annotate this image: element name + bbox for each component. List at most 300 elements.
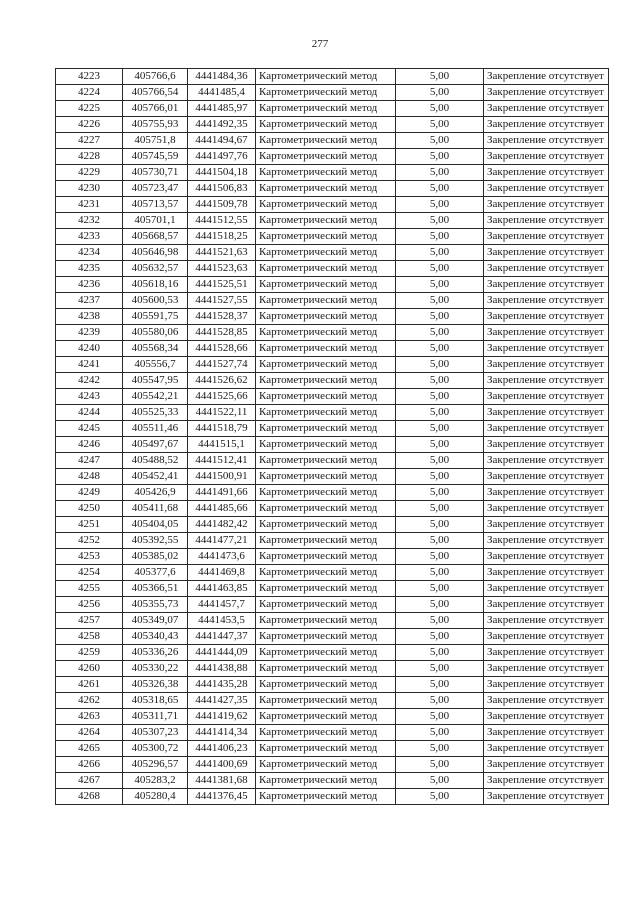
table-row bbox=[56, 117, 609, 133]
y-coordinate-cell: 4441515,1 bbox=[188, 437, 256, 453]
y-coordinate-cell: 4441528,37 bbox=[188, 309, 256, 325]
fixing-cell: Закрепление отсутствует bbox=[484, 421, 609, 437]
fixing-cell: Закрепление отсутствует bbox=[484, 341, 609, 357]
accuracy-cell: 5,00 bbox=[396, 101, 484, 117]
accuracy-cell: 5,00 bbox=[396, 261, 484, 277]
accuracy-cell: 5,00 bbox=[396, 629, 484, 645]
point-number-cell: 4229 bbox=[56, 165, 123, 181]
accuracy-cell: 5,00 bbox=[396, 677, 484, 693]
accuracy-cell: 5,00 bbox=[396, 373, 484, 389]
method-cell: Картометрический метод bbox=[256, 165, 396, 181]
y-coordinate-cell: 4441528,85 bbox=[188, 325, 256, 341]
method-cell: Картометрический метод bbox=[256, 677, 396, 693]
fixing-cell: Закрепление отсутствует bbox=[484, 757, 609, 773]
fixing-cell: Закрепление отсутствует bbox=[484, 373, 609, 389]
y-coordinate-cell: 4441457,7 bbox=[188, 597, 256, 613]
y-coordinate-cell: 4441485,97 bbox=[188, 101, 256, 117]
point-number-cell: 4241 bbox=[56, 357, 123, 373]
x-coordinate-cell: 405668,57 bbox=[123, 229, 188, 245]
table-row bbox=[56, 277, 609, 293]
accuracy-cell: 5,00 bbox=[396, 325, 484, 341]
method-cell: Картометрический метод bbox=[256, 629, 396, 645]
table-row bbox=[56, 181, 609, 197]
fixing-cell: Закрепление отсутствует bbox=[484, 469, 609, 485]
table-row bbox=[56, 293, 609, 309]
accuracy-cell: 5,00 bbox=[396, 117, 484, 133]
point-number-cell: 4263 bbox=[56, 709, 123, 725]
table-row bbox=[56, 85, 609, 101]
table-row bbox=[56, 341, 609, 357]
table-row bbox=[56, 149, 609, 165]
table-row bbox=[56, 533, 609, 549]
table-row bbox=[56, 357, 609, 373]
point-number-cell: 4243 bbox=[56, 389, 123, 405]
fixing-cell: Закрепление отсутствует bbox=[484, 325, 609, 341]
table-row bbox=[56, 661, 609, 677]
x-coordinate-cell: 405488,52 bbox=[123, 453, 188, 469]
method-cell: Картометрический метод bbox=[256, 261, 396, 277]
x-coordinate-cell: 405411,68 bbox=[123, 501, 188, 517]
method-cell: Картометрический метод bbox=[256, 373, 396, 389]
x-coordinate-cell: 405326,38 bbox=[123, 677, 188, 693]
y-coordinate-cell: 4441527,55 bbox=[188, 293, 256, 309]
table-row bbox=[56, 245, 609, 261]
point-number-cell: 4258 bbox=[56, 629, 123, 645]
method-cell: Картометрический метод bbox=[256, 693, 396, 709]
point-number-cell: 4268 bbox=[56, 789, 123, 805]
table-row bbox=[56, 101, 609, 117]
x-coordinate-cell: 405426,9 bbox=[123, 485, 188, 501]
method-cell: Картометрический метод bbox=[256, 341, 396, 357]
x-coordinate-cell: 405730,71 bbox=[123, 165, 188, 181]
table-row bbox=[56, 133, 609, 149]
y-coordinate-cell: 4441444,09 bbox=[188, 645, 256, 661]
x-coordinate-cell: 405283,2 bbox=[123, 773, 188, 789]
x-coordinate-cell: 405392,55 bbox=[123, 533, 188, 549]
coordinates-table-body bbox=[56, 69, 609, 805]
method-cell: Картометрический метод bbox=[256, 389, 396, 405]
table-row bbox=[56, 597, 609, 613]
y-coordinate-cell: 4441484,36 bbox=[188, 69, 256, 85]
y-coordinate-cell: 4441494,67 bbox=[188, 133, 256, 149]
table-row bbox=[56, 741, 609, 757]
y-coordinate-cell: 4441435,28 bbox=[188, 677, 256, 693]
point-number-cell: 4233 bbox=[56, 229, 123, 245]
y-coordinate-cell: 4441463,85 bbox=[188, 581, 256, 597]
accuracy-cell: 5,00 bbox=[396, 693, 484, 709]
method-cell: Картометрический метод bbox=[256, 117, 396, 133]
table-row bbox=[56, 197, 609, 213]
y-coordinate-cell: 4441527,74 bbox=[188, 357, 256, 373]
accuracy-cell: 5,00 bbox=[396, 421, 484, 437]
table-row bbox=[56, 213, 609, 229]
table-row bbox=[56, 437, 609, 453]
method-cell: Картометрический метод bbox=[256, 437, 396, 453]
y-coordinate-cell: 4441504,18 bbox=[188, 165, 256, 181]
x-coordinate-cell: 405701,1 bbox=[123, 213, 188, 229]
table-row bbox=[56, 677, 609, 693]
fixing-cell: Закрепление отсутствует bbox=[484, 597, 609, 613]
y-coordinate-cell: 4441523,63 bbox=[188, 261, 256, 277]
fixing-cell: Закрепление отсутствует bbox=[484, 741, 609, 757]
accuracy-cell: 5,00 bbox=[396, 517, 484, 533]
point-number-cell: 4260 bbox=[56, 661, 123, 677]
fixing-cell: Закрепление отсутствует bbox=[484, 517, 609, 533]
accuracy-cell: 5,00 bbox=[396, 709, 484, 725]
table-row bbox=[56, 725, 609, 741]
point-number-cell: 4262 bbox=[56, 693, 123, 709]
x-coordinate-cell: 405366,51 bbox=[123, 581, 188, 597]
fixing-cell: Закрепление отсутствует bbox=[484, 165, 609, 181]
y-coordinate-cell: 4441414,34 bbox=[188, 725, 256, 741]
y-coordinate-cell: 4441473,6 bbox=[188, 549, 256, 565]
x-coordinate-cell: 405542,21 bbox=[123, 389, 188, 405]
fixing-cell: Закрепление отсутствует bbox=[484, 213, 609, 229]
accuracy-cell: 5,00 bbox=[396, 773, 484, 789]
point-number-cell: 4254 bbox=[56, 565, 123, 581]
point-number-cell: 4255 bbox=[56, 581, 123, 597]
table-row bbox=[56, 517, 609, 533]
accuracy-cell: 5,00 bbox=[396, 645, 484, 661]
y-coordinate-cell: 4441500,91 bbox=[188, 469, 256, 485]
accuracy-cell: 5,00 bbox=[396, 581, 484, 597]
fixing-cell: Закрепление отсутствует bbox=[484, 693, 609, 709]
y-coordinate-cell: 4441512,41 bbox=[188, 453, 256, 469]
y-coordinate-cell: 4441406,23 bbox=[188, 741, 256, 757]
accuracy-cell: 5,00 bbox=[396, 85, 484, 101]
y-coordinate-cell: 4441526,62 bbox=[188, 373, 256, 389]
x-coordinate-cell: 405336,26 bbox=[123, 645, 188, 661]
x-coordinate-cell: 405632,57 bbox=[123, 261, 188, 277]
point-number-cell: 4236 bbox=[56, 277, 123, 293]
method-cell: Картометрический метод bbox=[256, 293, 396, 309]
point-number-cell: 4251 bbox=[56, 517, 123, 533]
x-coordinate-cell: 405511,46 bbox=[123, 421, 188, 437]
y-coordinate-cell: 4441518,25 bbox=[188, 229, 256, 245]
y-coordinate-cell: 4441522,11 bbox=[188, 405, 256, 421]
y-coordinate-cell: 4441506,83 bbox=[188, 181, 256, 197]
point-number-cell: 4234 bbox=[56, 245, 123, 261]
table-row bbox=[56, 565, 609, 581]
x-coordinate-cell: 405377,6 bbox=[123, 565, 188, 581]
method-cell: Картометрический метод bbox=[256, 549, 396, 565]
table-row bbox=[56, 165, 609, 181]
x-coordinate-cell: 405349,07 bbox=[123, 613, 188, 629]
point-number-cell: 4235 bbox=[56, 261, 123, 277]
method-cell: Картометрический метод bbox=[256, 517, 396, 533]
accuracy-cell: 5,00 bbox=[396, 549, 484, 565]
fixing-cell: Закрепление отсутствует bbox=[484, 533, 609, 549]
point-number-cell: 4245 bbox=[56, 421, 123, 437]
y-coordinate-cell: 4441400,69 bbox=[188, 757, 256, 773]
accuracy-cell: 5,00 bbox=[396, 245, 484, 261]
method-cell: Картометрический метод bbox=[256, 181, 396, 197]
point-number-cell: 4231 bbox=[56, 197, 123, 213]
method-cell: Картометрический метод bbox=[256, 69, 396, 85]
method-cell: Картометрический метод bbox=[256, 469, 396, 485]
method-cell: Картометрический метод bbox=[256, 421, 396, 437]
y-coordinate-cell: 4441509,78 bbox=[188, 197, 256, 213]
method-cell: Картометрический метод bbox=[256, 277, 396, 293]
x-coordinate-cell: 405745,59 bbox=[123, 149, 188, 165]
accuracy-cell: 5,00 bbox=[396, 757, 484, 773]
method-cell: Картометрический метод bbox=[256, 661, 396, 677]
y-coordinate-cell: 4441491,66 bbox=[188, 485, 256, 501]
x-coordinate-cell: 405330,22 bbox=[123, 661, 188, 677]
x-coordinate-cell: 405385,02 bbox=[123, 549, 188, 565]
fixing-cell: Закрепление отсутствует bbox=[484, 261, 609, 277]
point-number-cell: 4266 bbox=[56, 757, 123, 773]
point-number-cell: 4226 bbox=[56, 117, 123, 133]
y-coordinate-cell: 4441518,79 bbox=[188, 421, 256, 437]
method-cell: Картометрический метод bbox=[256, 213, 396, 229]
x-coordinate-cell: 405300,72 bbox=[123, 741, 188, 757]
page-number: 277 bbox=[311, 38, 329, 50]
x-coordinate-cell: 405497,67 bbox=[123, 437, 188, 453]
y-coordinate-cell: 4441447,37 bbox=[188, 629, 256, 645]
fixing-cell: Закрепление отсутствует bbox=[484, 293, 609, 309]
method-cell: Картометрический метод bbox=[256, 533, 396, 549]
accuracy-cell: 5,00 bbox=[396, 197, 484, 213]
method-cell: Картометрический метод bbox=[256, 245, 396, 261]
point-number-cell: 4248 bbox=[56, 469, 123, 485]
y-coordinate-cell: 4441525,51 bbox=[188, 277, 256, 293]
point-number-cell: 4238 bbox=[56, 309, 123, 325]
y-coordinate-cell: 4441469,8 bbox=[188, 565, 256, 581]
x-coordinate-cell: 405525,33 bbox=[123, 405, 188, 421]
table-row bbox=[56, 693, 609, 709]
y-coordinate-cell: 4441376,45 bbox=[188, 789, 256, 805]
method-cell: Картометрический метод bbox=[256, 757, 396, 773]
accuracy-cell: 5,00 bbox=[396, 469, 484, 485]
x-coordinate-cell: 405280,4 bbox=[123, 789, 188, 805]
y-coordinate-cell: 4441497,76 bbox=[188, 149, 256, 165]
accuracy-cell: 5,00 bbox=[396, 133, 484, 149]
x-coordinate-cell: 405713,57 bbox=[123, 197, 188, 213]
table-row bbox=[56, 581, 609, 597]
fixing-cell: Закрепление отсутствует bbox=[484, 661, 609, 677]
fixing-cell: Закрепление отсутствует bbox=[484, 117, 609, 133]
table-row bbox=[56, 453, 609, 469]
fixing-cell: Закрепление отсутствует bbox=[484, 645, 609, 661]
y-coordinate-cell: 4441477,21 bbox=[188, 533, 256, 549]
method-cell: Картометрический метод bbox=[256, 709, 396, 725]
fixing-cell: Закрепление отсутствует bbox=[484, 277, 609, 293]
x-coordinate-cell: 405766,54 bbox=[123, 85, 188, 101]
table-row bbox=[56, 325, 609, 341]
table-row bbox=[56, 405, 609, 421]
fixing-cell: Закрепление отсутствует bbox=[484, 453, 609, 469]
method-cell: Картометрический метод bbox=[256, 501, 396, 517]
point-number-cell: 4250 bbox=[56, 501, 123, 517]
accuracy-cell: 5,00 bbox=[396, 437, 484, 453]
method-cell: Картометрический метод bbox=[256, 565, 396, 581]
point-number-cell: 4224 bbox=[56, 85, 123, 101]
x-coordinate-cell: 405591,75 bbox=[123, 309, 188, 325]
point-number-cell: 4265 bbox=[56, 741, 123, 757]
table-row bbox=[56, 629, 609, 645]
table-row bbox=[56, 309, 609, 325]
point-number-cell: 4252 bbox=[56, 533, 123, 549]
accuracy-cell: 5,00 bbox=[396, 309, 484, 325]
method-cell: Картометрический метод bbox=[256, 725, 396, 741]
accuracy-cell: 5,00 bbox=[396, 661, 484, 677]
method-cell: Картометрический метод bbox=[256, 357, 396, 373]
fixing-cell: Закрепление отсутствует bbox=[484, 149, 609, 165]
x-coordinate-cell: 405568,34 bbox=[123, 341, 188, 357]
method-cell: Картометрический метод bbox=[256, 581, 396, 597]
fixing-cell: Закрепление отсутствует bbox=[484, 613, 609, 629]
point-number-cell: 4244 bbox=[56, 405, 123, 421]
table-row bbox=[56, 709, 609, 725]
table-row bbox=[56, 613, 609, 629]
fixing-cell: Закрепление отсутствует bbox=[484, 677, 609, 693]
x-coordinate-cell: 405556,7 bbox=[123, 357, 188, 373]
accuracy-cell: 5,00 bbox=[396, 533, 484, 549]
fixing-cell: Закрепление отсутствует bbox=[484, 581, 609, 597]
y-coordinate-cell: 4441512,55 bbox=[188, 213, 256, 229]
point-number-cell: 4227 bbox=[56, 133, 123, 149]
method-cell: Картометрический метод bbox=[256, 149, 396, 165]
method-cell: Картометрический метод bbox=[256, 789, 396, 805]
table-row bbox=[56, 501, 609, 517]
table-row bbox=[56, 645, 609, 661]
y-coordinate-cell: 4441485,4 bbox=[188, 85, 256, 101]
table-row bbox=[56, 485, 609, 501]
point-number-cell: 4237 bbox=[56, 293, 123, 309]
fixing-cell: Закрепление отсутствует bbox=[484, 245, 609, 261]
x-coordinate-cell: 405600,53 bbox=[123, 293, 188, 309]
fixing-cell: Закрепление отсутствует bbox=[484, 357, 609, 373]
fixing-cell: Закрепление отсутствует bbox=[484, 405, 609, 421]
x-coordinate-cell: 405307,23 bbox=[123, 725, 188, 741]
x-coordinate-cell: 405618,16 bbox=[123, 277, 188, 293]
table-row bbox=[56, 389, 609, 405]
fixing-cell: Закрепление отсутствует bbox=[484, 549, 609, 565]
fixing-cell: Закрепление отсутствует bbox=[484, 789, 609, 805]
x-coordinate-cell: 405547,95 bbox=[123, 373, 188, 389]
y-coordinate-cell: 4441485,66 bbox=[188, 501, 256, 517]
coordinates-table bbox=[55, 68, 609, 805]
accuracy-cell: 5,00 bbox=[396, 485, 484, 501]
x-coordinate-cell: 405404,05 bbox=[123, 517, 188, 533]
point-number-cell: 4264 bbox=[56, 725, 123, 741]
fixing-cell: Закрепление отсутствует bbox=[484, 565, 609, 581]
y-coordinate-cell: 4441427,35 bbox=[188, 693, 256, 709]
x-coordinate-cell: 405296,57 bbox=[123, 757, 188, 773]
fixing-cell: Закрепление отсутствует bbox=[484, 69, 609, 85]
table-row bbox=[56, 229, 609, 245]
accuracy-cell: 5,00 bbox=[396, 165, 484, 181]
accuracy-cell: 5,00 bbox=[396, 213, 484, 229]
point-number-cell: 4228 bbox=[56, 149, 123, 165]
method-cell: Картометрический метод bbox=[256, 405, 396, 421]
method-cell: Картометрический метод bbox=[256, 453, 396, 469]
method-cell: Картометрический метод bbox=[256, 773, 396, 789]
fixing-cell: Закрепление отсутствует bbox=[484, 197, 609, 213]
fixing-cell: Закрепление отсутствует bbox=[484, 709, 609, 725]
accuracy-cell: 5,00 bbox=[396, 453, 484, 469]
point-number-cell: 4242 bbox=[56, 373, 123, 389]
fixing-cell: Закрепление отсутствует bbox=[484, 485, 609, 501]
point-number-cell: 4230 bbox=[56, 181, 123, 197]
x-coordinate-cell: 405452,41 bbox=[123, 469, 188, 485]
accuracy-cell: 5,00 bbox=[396, 181, 484, 197]
accuracy-cell: 5,00 bbox=[396, 277, 484, 293]
x-coordinate-cell: 405580,06 bbox=[123, 325, 188, 341]
fixing-cell: Закрепление отсутствует bbox=[484, 773, 609, 789]
table-row bbox=[56, 773, 609, 789]
fixing-cell: Закрепление отсутствует bbox=[484, 101, 609, 117]
y-coordinate-cell: 4441381,68 bbox=[188, 773, 256, 789]
method-cell: Картометрический метод bbox=[256, 325, 396, 341]
point-number-cell: 4247 bbox=[56, 453, 123, 469]
accuracy-cell: 5,00 bbox=[396, 501, 484, 517]
point-number-cell: 4232 bbox=[56, 213, 123, 229]
table-row bbox=[56, 261, 609, 277]
x-coordinate-cell: 405646,98 bbox=[123, 245, 188, 261]
x-coordinate-cell: 405723,47 bbox=[123, 181, 188, 197]
x-coordinate-cell: 405766,6 bbox=[123, 69, 188, 85]
accuracy-cell: 5,00 bbox=[396, 229, 484, 245]
x-coordinate-cell: 405311,71 bbox=[123, 709, 188, 725]
fixing-cell: Закрепление отсутствует bbox=[484, 309, 609, 325]
fixing-cell: Закрепление отсутствует bbox=[484, 181, 609, 197]
table-row bbox=[56, 789, 609, 805]
y-coordinate-cell: 4441492,35 bbox=[188, 117, 256, 133]
point-number-cell: 4256 bbox=[56, 597, 123, 613]
method-cell: Картометрический метод bbox=[256, 133, 396, 149]
point-number-cell: 4249 bbox=[56, 485, 123, 501]
point-number-cell: 4246 bbox=[56, 437, 123, 453]
fixing-cell: Закрепление отсутствует bbox=[484, 85, 609, 101]
accuracy-cell: 5,00 bbox=[396, 741, 484, 757]
x-coordinate-cell: 405340,43 bbox=[123, 629, 188, 645]
point-number-cell: 4267 bbox=[56, 773, 123, 789]
method-cell: Картометрический метод bbox=[256, 85, 396, 101]
table-row bbox=[56, 373, 609, 389]
point-number-cell: 4261 bbox=[56, 677, 123, 693]
point-number-cell: 4257 bbox=[56, 613, 123, 629]
fixing-cell: Закрепление отсутствует bbox=[484, 501, 609, 517]
method-cell: Картометрический метод bbox=[256, 197, 396, 213]
y-coordinate-cell: 4441453,5 bbox=[188, 613, 256, 629]
y-coordinate-cell: 4441419,62 bbox=[188, 709, 256, 725]
accuracy-cell: 5,00 bbox=[396, 69, 484, 85]
y-coordinate-cell: 4441438,88 bbox=[188, 661, 256, 677]
point-number-cell: 4239 bbox=[56, 325, 123, 341]
table-row bbox=[56, 421, 609, 437]
y-coordinate-cell: 4441528,66 bbox=[188, 341, 256, 357]
accuracy-cell: 5,00 bbox=[396, 341, 484, 357]
accuracy-cell: 5,00 bbox=[396, 293, 484, 309]
table-row bbox=[56, 549, 609, 565]
fixing-cell: Закрепление отсутствует bbox=[484, 725, 609, 741]
method-cell: Картометрический метод bbox=[256, 741, 396, 757]
x-coordinate-cell: 405755,93 bbox=[123, 117, 188, 133]
point-number-cell: 4253 bbox=[56, 549, 123, 565]
method-cell: Картометрический метод bbox=[256, 309, 396, 325]
x-coordinate-cell: 405355,73 bbox=[123, 597, 188, 613]
accuracy-cell: 5,00 bbox=[396, 565, 484, 581]
fixing-cell: Закрепление отсутствует bbox=[484, 437, 609, 453]
point-number-cell: 4259 bbox=[56, 645, 123, 661]
method-cell: Картометрический метод bbox=[256, 485, 396, 501]
point-number-cell: 4223 bbox=[56, 69, 123, 85]
method-cell: Картометрический метод bbox=[256, 597, 396, 613]
accuracy-cell: 5,00 bbox=[396, 597, 484, 613]
y-coordinate-cell: 4441525,66 bbox=[188, 389, 256, 405]
